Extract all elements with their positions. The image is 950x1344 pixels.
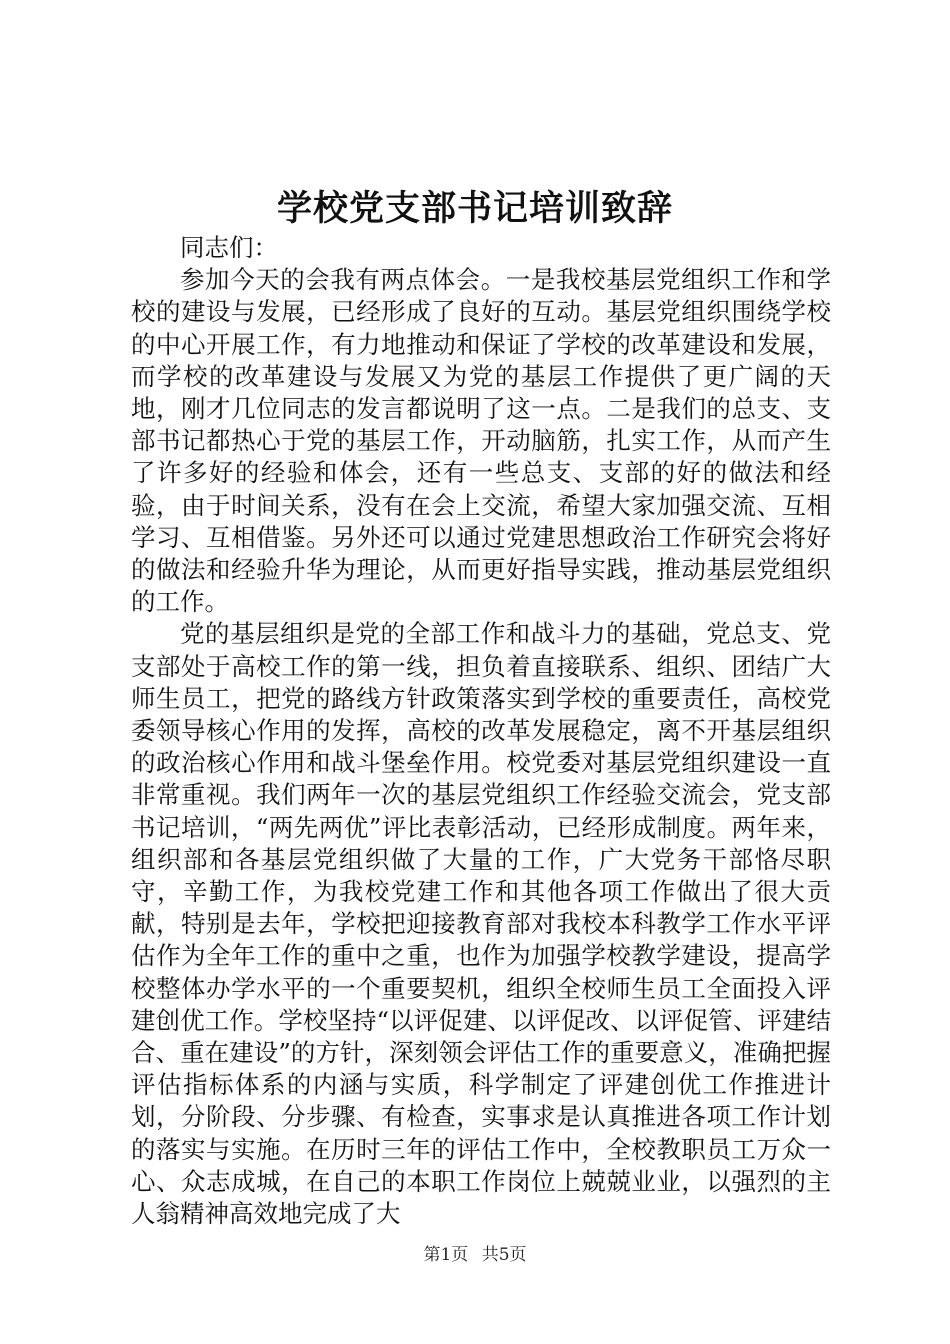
page-footer [0, 1244, 950, 1266]
document-body [131, 232, 831, 1230]
page-number: 第1页 [423, 1245, 469, 1265]
paragraph-2: 党的基层组织是党的全部工作和战斗力的基础，党总支、党支部处于高校工作的第一线，担负着直接联系、组织、团结广大师生员工，把党的路线方针政策落实到学校的重要责任，高校党委领导核心作用的发挥，高校的改革发展稳定，离不开基层组织的政治核心作用和战斗堡垒作用。校党委对基层党组织建设一直非常重视。我们两年一次的基层党组织工作经验交流会，党支部书记培训，“两先两优”评比表彰活动，已经形成制度。两年来，组织部和各基层党组织做了大量的工作，广大党务干部恪尽职守，辛勤工作，为我校党建工作和其他各项工作做出了很大贡献，特别是去年，学校把迎接教育部对我校本科教学工作水平评估作为全年工作的重中之重，也作为加强学校教学建设，提高学校整体办学水平的一个重要契机，组织全校师生员工全面投入评建创优工作。学校坚持“以评促建、以评促改、以评促管、评建结合、重在建设”的方针，深刻领会评估工作的重要意义，准确把握评估指标体系的内涵与实质，科学制定了评建创优工作推进计划，分阶段、分步骤、有检查，实事求是认真推进各项工作计划的落实与实施。在历时三年的评估工作中，全校教职员工万众一心、众志成城，在自己的本职工作岗位上兢兢业业，以强烈的主人翁精神高效地完成了大 [131, 619, 831, 1229]
document-title: 学校党支部书记培训致辞 [276, 188, 673, 229]
paragraph-1: 参加今天的会我有两点体会。一是我校基层党组织工作和学校的建设与发展，已经形成了良好的互动。基层党组织围绕学校的中心开展工作，有力地推动和保证了学校的改革建设和发展，而学校的改革建设与发展又为党的基层工作提供了更广阔的天地，刚才几位同志的发言都说明了这一点。二是我们的总支、支部书记都热心于党的基层工作，开动脑筋，扎实工作，从而产生了许多好的经验和体会，还有一些总支、支部的好的做法和经验，由于时间关系，没有在会上交流，希望大家加强交流、互相学习、互相借鉴。另外还可以通过党建思想政治工作研究会将好的做法和经验升华为理论，从而更好指导实践，推动基层党组织的工作。 [131, 265, 831, 617]
page-total: 共5页 [481, 1245, 527, 1265]
salutation: 同志们： [180, 233, 278, 262]
